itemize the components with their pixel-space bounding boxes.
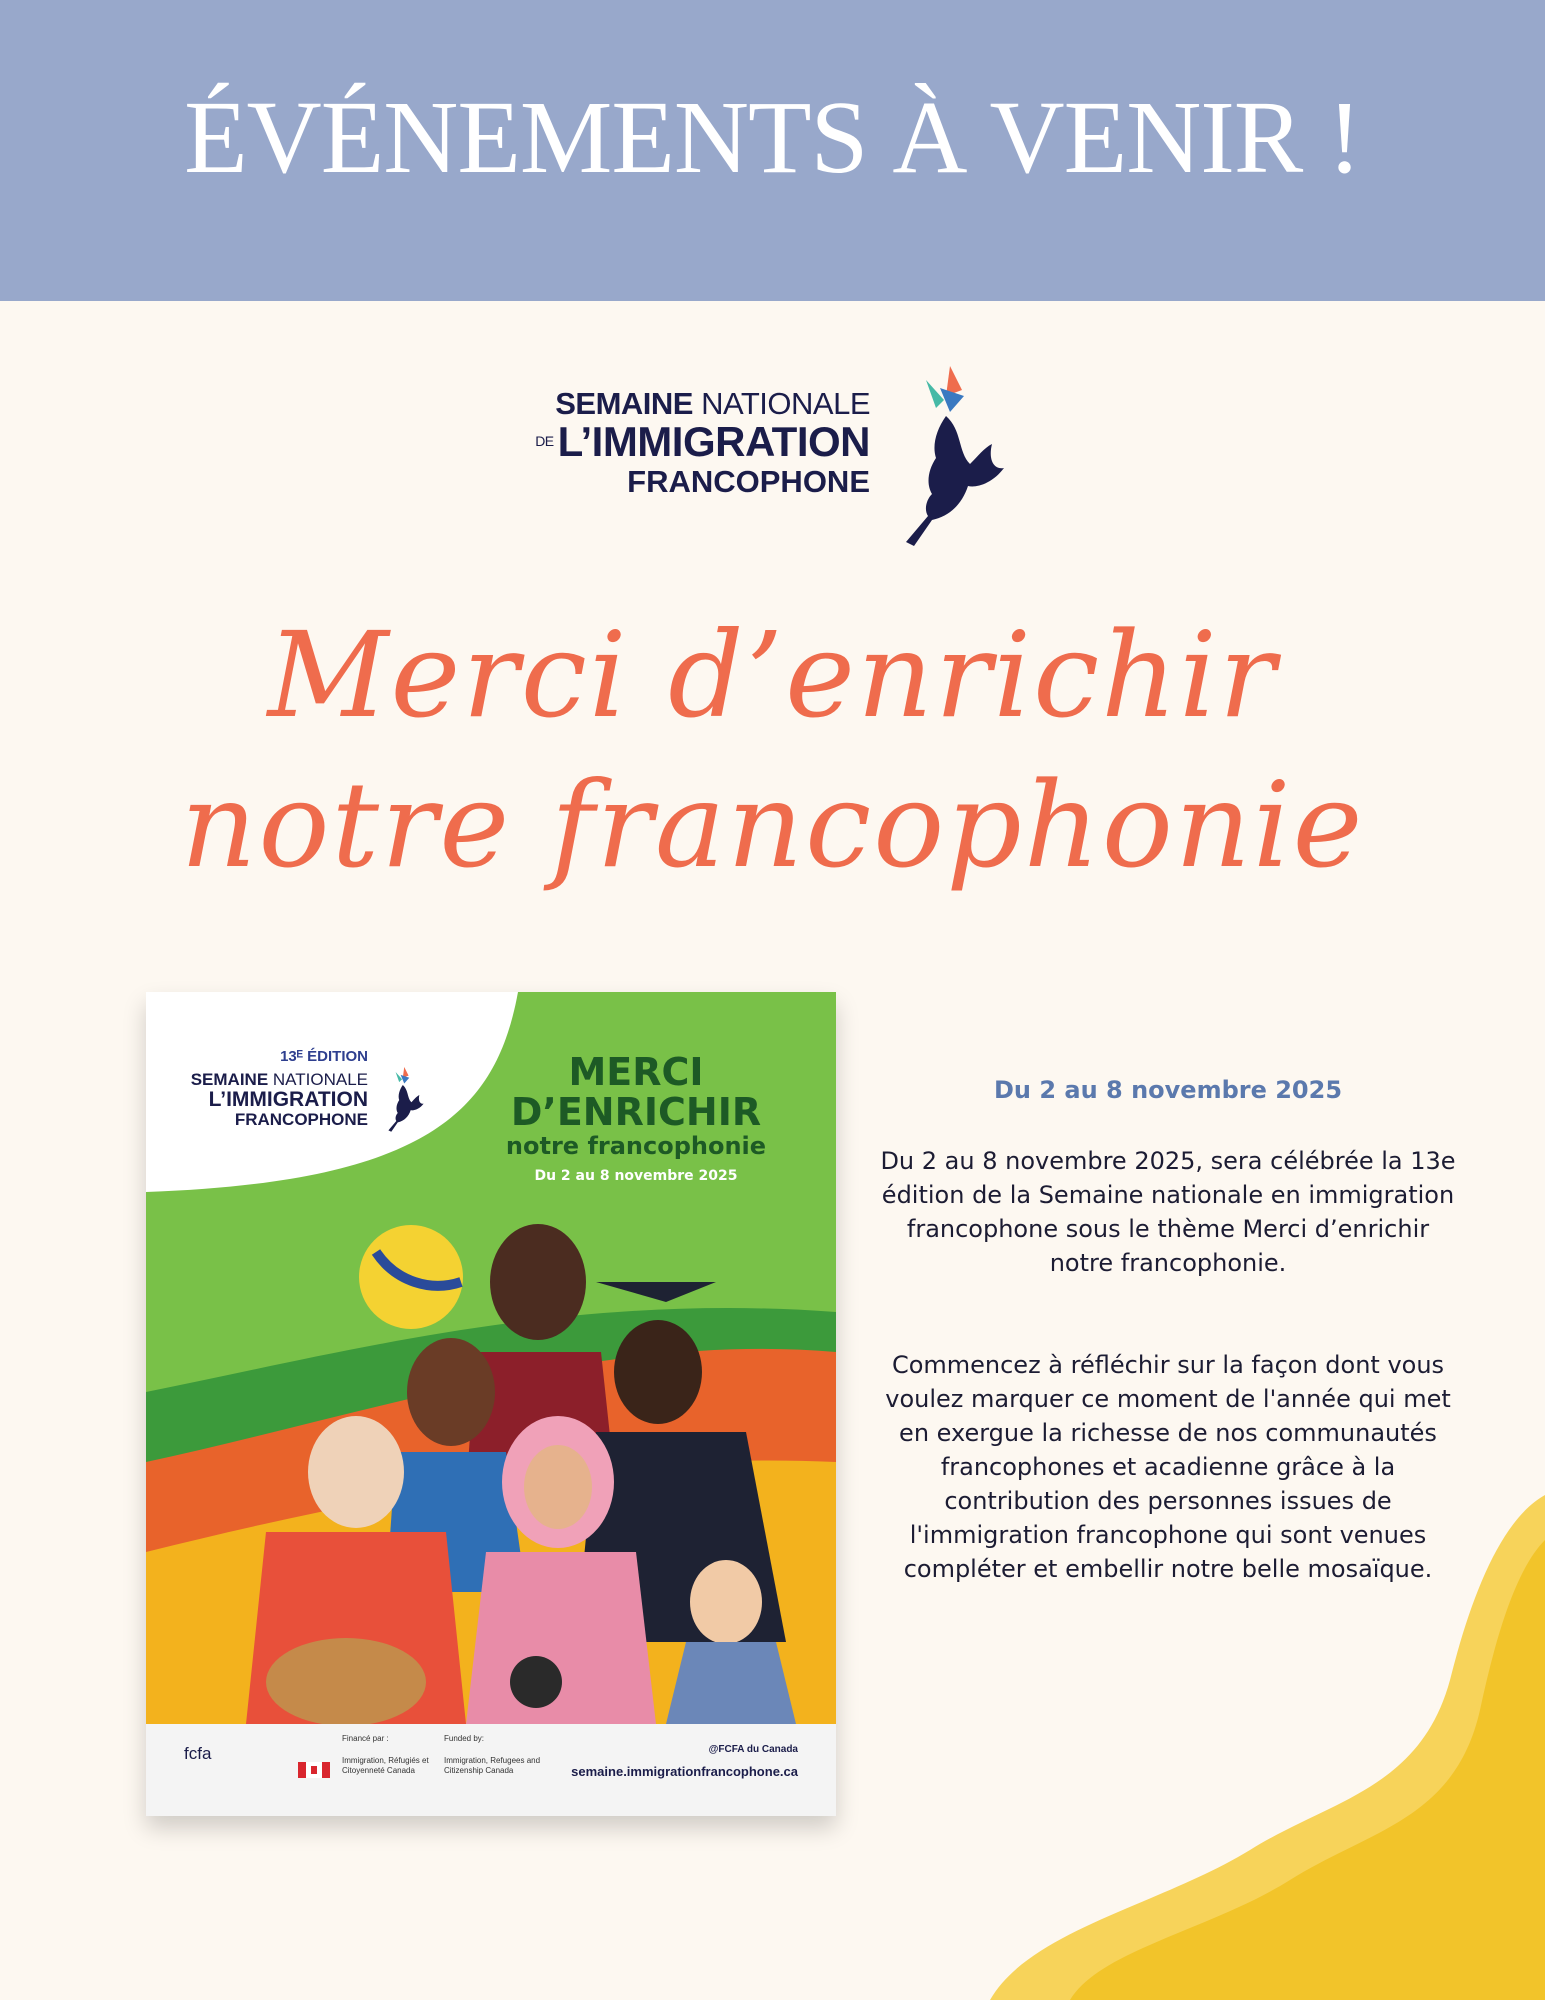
maple-leaf-bird-icon [866,360,1016,550]
event-date-heading: Du 2 au 8 novembre 2025 [993,1076,1343,1104]
poster-logo-line-2: L’IMMIGRATION [208,1088,368,1111]
poster-website: semaine.immigrationfrancophone.ca [571,1764,798,1779]
logo-line-3: FRANCOPHONE [627,464,870,499]
poster-headline-line-2: D’ENRICHIR [510,1090,762,1134]
poster-logo-line-1: SEMAINE NATIONALE [190,1070,368,1089]
poster-headline-line-1: MERCI [568,1050,704,1094]
poster-logo-line-3: FRANCOPHONE [234,1110,368,1129]
poster-edition-label: 13ᴱ ÉDITION [280,1048,368,1065]
poster-footer [146,1724,836,1816]
ircc-fr: Immigration, Réfugiés et Citoyenneté Canada [342,1756,429,1775]
logo-line-1: SEMAINE NATIONALE [555,386,870,421]
poster-date: Du 2 au 8 novembre 2025 [534,1168,738,1184]
event-poster [146,992,836,1816]
facebook-handle: @FCFA du Canada [708,1744,798,1755]
script-headline-line-2: notre francophonie [180,756,1365,894]
logo-line-2: DEL’IMMIGRATION [535,418,870,465]
event-logo [536,360,1016,550]
ircc-en: Immigration, Refugees and Citizenship Canada [444,1756,541,1775]
poster-subheadline: notre francophonie [505,1132,767,1160]
funded-by-en: Funded by: [444,1734,485,1743]
poster-logo-bird-icon [374,1064,428,1134]
script-headline-line-1: Merci d’enrichir [267,606,1278,744]
header-banner [0,0,1545,301]
event-description-2: Commencez à réfléchir sur la façon dont vous voulez marquer ce moment de l'année qui met en exergue la richesse de nos communautés francophones et acadienne grâce à la contribution des personnes issues de l'immigration francophone qui sont venues compléter et embellir notre belle mosaïque. [885,1351,1451,1583]
page-title: ÉVÉNEMENTS À VENIR ! [184,80,1361,195]
script-headline [0,600,1545,900]
fcfa-logo: fcfa [184,1744,212,1763]
canada-flag-icon [298,1762,330,1778]
event-description-1: Du 2 au 8 novembre 2025, sera célébrée la 13e édition de la Semaine nationale en immigration francophone sous le thème Merci d’enrichir notre francophonie. [880,1147,1456,1277]
funded-by-fr: Financé par : [342,1734,389,1743]
